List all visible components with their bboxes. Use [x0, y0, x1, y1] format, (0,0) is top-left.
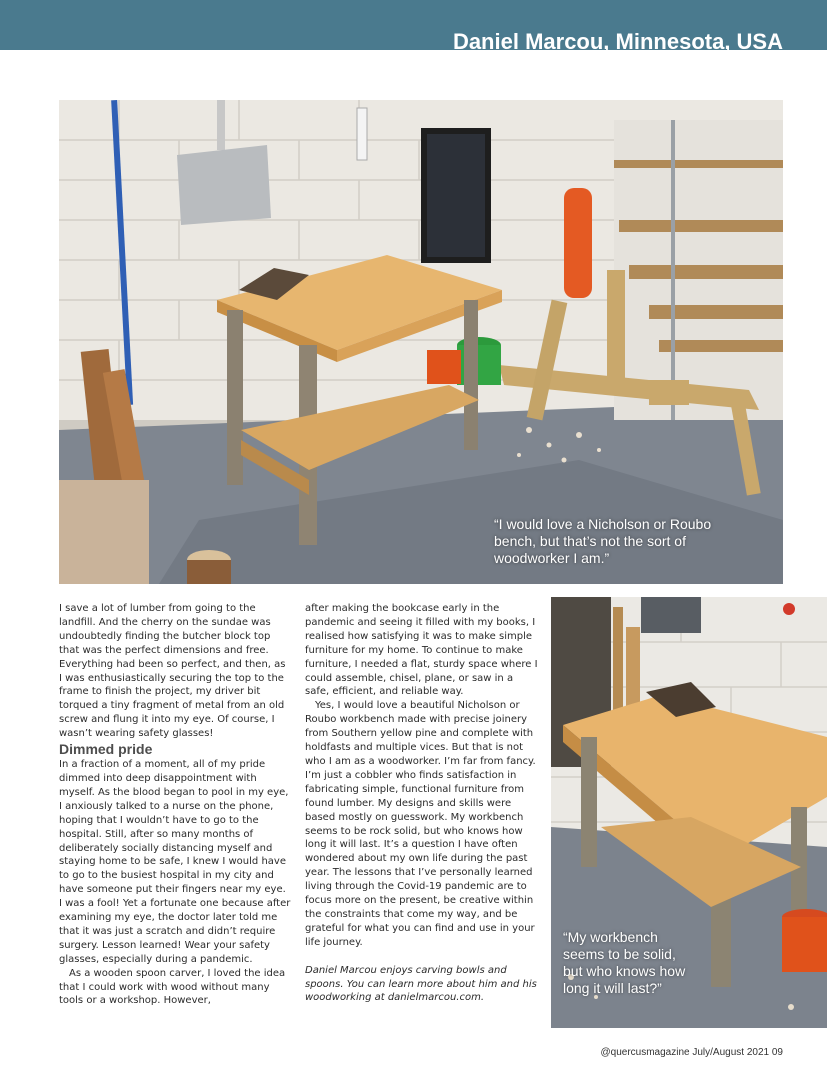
article-column-left [59, 602, 291, 1008]
article-paragraph: As a wooden spoon carver, I loved the idea that I could work with wood without many tools or a workshop. However, [59, 967, 286, 1007]
author-bio: Daniel Marcou enjoys carving bowls and spoons. You can learn more about him and his woodworking at danielmarcou.com. [305, 964, 537, 1004]
workshop-photo [59, 100, 783, 584]
article-paragraph: Yes, I would love a beautiful Nicholson or Roubo workbench made with precise joinery from Southern yellow pine and complete with holdfasts and multiple vices. But that is not who I am as a woodworker. I’m far from fancy. I’m just a cobbler who finds satisfaction in fabricating simple, functional furniture from found lumber. My designs and skills were based mostly on guesswork. My workbench seems to be rock solid, but who knows how long it will last. It’s a question I have often wondered about my own life during the past year. The lessons that I’ve personally learned living through the Covid-19 pandemic are to focus more on the present, be creative within the constraints that come my way, and be grateful for what you can find and use in your life journey. [305, 700, 536, 948]
page-footer: @quercusmagazine July/August 2021 09 [600, 1047, 783, 1058]
page-title: Daniel Marcou, Minnesota, USA [452, 29, 783, 54]
article-paragraph: In a fraction of a moment, all of my pride dimmed into deep disappointment with myself. As the blood began to pool in my eye, I anxiously talked to a nurse on the phone, hoping that I wouldn’t have to go to the hospital. Still, after so many months of deliberately socially distancing myself and staying home to be safe, I knew I would have to go to the busiest hospital in my city and have someone put their fingers near my eye. I was a fool! Yet a fortunate one because after examining my eye, the doctor later told me that it was just a scratch and didn’t require surgery. Lesson learned! Wear your safety glasses, especially during a pandemic. [59, 759, 291, 965]
main-photo-caption: “I would love a Nicholson or Roubo bench, but that’s not the sort of woodworker I am.” [494, 516, 712, 566]
side-photo-caption: “My workbench seems to be solid, but who knows how long it will last?” [563, 929, 686, 996]
article-paragraph: I save a lot of lumber from going to the landfill. And the cherry on the sundae was undoubtedly finding the butcher block top that was the perfect dimensions and free. Everything had been so perfect, and then, as I was enthusiastically securing the top to the frame to finish the project, my driver bit torqued a tiny fragment of metal from an old screw and flung it into my eye. Of course, I wasn’t wearing safety glasses! [59, 603, 286, 740]
article-paragraph: after making the bookcase early in the pandemic and seeing it filled with my books, I realised how satisfying it was to make simple furniture for my home. To continue to make furniture, I needed a flat, sturdy space where I could assemble, chisel, plane, or saw in a safe, efficient, and reliable way. [305, 603, 538, 698]
article-column-middle [305, 602, 538, 1005]
section-subheading: Dimmed pride [59, 741, 153, 758]
